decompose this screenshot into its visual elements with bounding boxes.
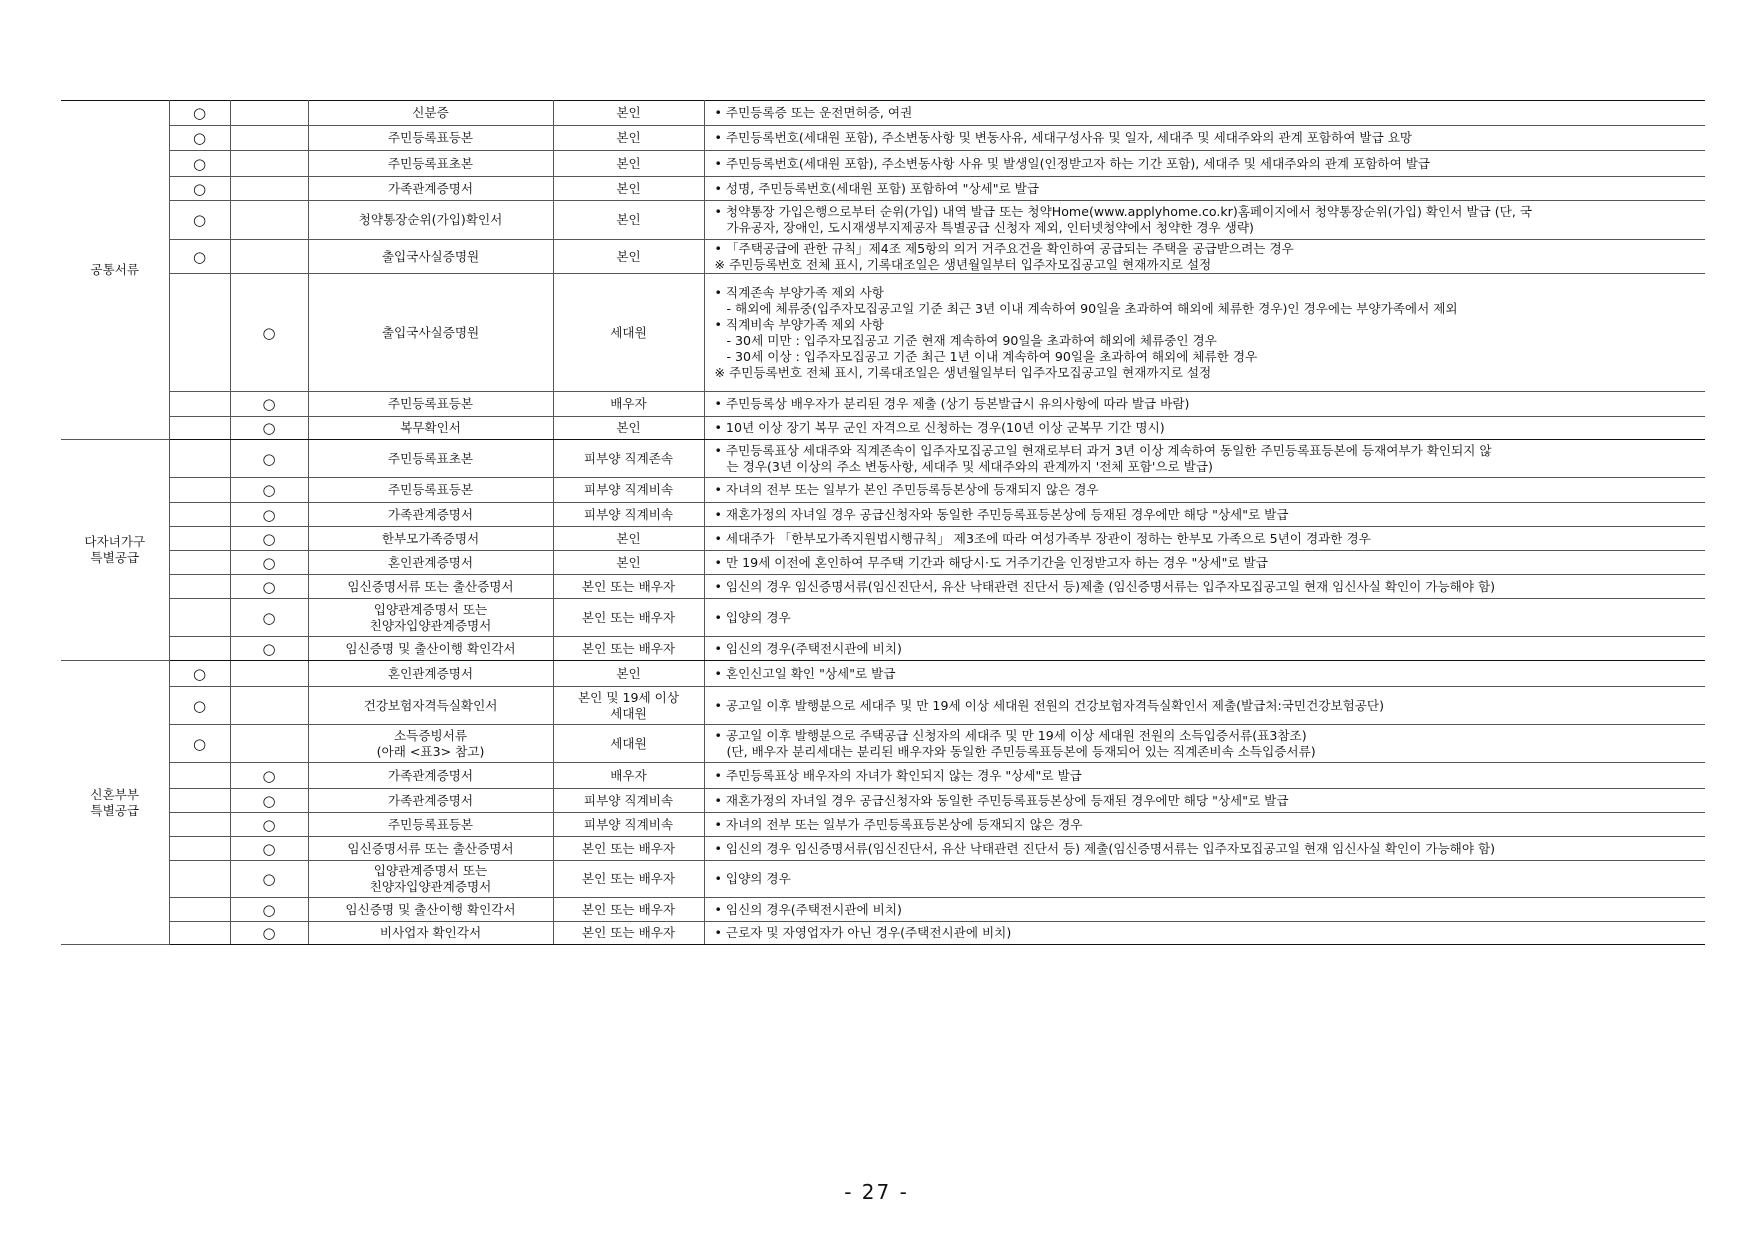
- text-line: 가유공자, 장애인, 도시재생부지제공자 특별공급 신청자 제외, 인터넷청약에서 청약한 경우 생략): [726, 220, 1254, 235]
- table-row: [61, 101, 1705, 126]
- text-line: 다자녀가구: [84, 534, 146, 549]
- target-cell: 세대원: [553, 274, 704, 392]
- text-line: • 임신의 경우 임신증명서류(임신진단서, 유산 낙태관련 진단서 등) 제출(임신증명서류는 입주자모집공고일 현재 임신사실 확인이 가능해야 함): [714, 840, 1496, 856]
- description-cell: [704, 661, 1705, 687]
- document-name-cell: 가족관계증명서: [308, 789, 553, 813]
- table-row: [61, 575, 1705, 599]
- text-line: • 주민등록번호(세대원 포함), 주소변동사항 및 변동사유, 세대구성사유 및 일자, 세대주 및 세대주와의 관계 포함하여 발급 요망: [714, 130, 1413, 145]
- text-line: • 직계존속 부양가족 제외 사항: [714, 284, 884, 300]
- table-row: [61, 789, 1705, 813]
- conditional-mark-cell: [230, 151, 308, 177]
- target-cell: 본인: [553, 201, 704, 240]
- text-line: 신혼부부: [90, 786, 140, 802]
- text-line: 입양관계증명서 또는: [373, 601, 488, 617]
- table-row: [61, 551, 1705, 575]
- table-row: [61, 126, 1705, 151]
- conditional-mark-cell: ○: [230, 440, 308, 478]
- category-cell: [61, 440, 169, 661]
- document-name-cell: [308, 725, 553, 763]
- target-cell: 본인 또는 배우자: [553, 861, 704, 898]
- document-name-cell: 혼인관계증명서: [308, 661, 553, 687]
- text-line: • 재혼가정의 자녀일 경우 공급신청자와 동일한 주민등록표등본상에 등재된 경우에만 해당 "상세"로 발급: [714, 792, 1289, 808]
- conditional-mark-cell: ○: [230, 861, 308, 898]
- description-cell: [704, 126, 1705, 151]
- common-mark-cell: [169, 922, 230, 945]
- description-cell: [704, 575, 1705, 599]
- common-mark-cell: [169, 274, 230, 392]
- target-cell: 본인: [553, 126, 704, 151]
- text-line: • 공고일 이후 발행분으로 세대주 및 만 19세 이상 세대원 전원의 건강보험자격득실확인서 제출(발급처:국민건강보험공단): [714, 697, 1385, 713]
- table-row: [61, 240, 1705, 274]
- text-line: • 성명, 주민등록번호(세대원 포함) 포함하여 "상세"로 발급: [714, 180, 1040, 196]
- table-row: [61, 527, 1705, 551]
- text-line: 친양자입양관계증명서: [369, 879, 492, 894]
- category-cell: 공통서류: [61, 101, 169, 440]
- description-cell: [704, 440, 1705, 478]
- common-mark-cell: [169, 763, 230, 789]
- description-cell: [704, 101, 1705, 126]
- document-name-cell: 주민등록표등본: [308, 478, 553, 503]
- target-cell: 본인 또는 배우자: [553, 599, 704, 637]
- target-cell: 본인: [553, 417, 704, 440]
- text-line: • 청약통장 가입은행으로부터 순위(가입) 내역 발급 또는 청약Home(www.applyhome.co.kr)홈페이지에서 청약통장순위(가입) 확인서 발급 (단, 국: [714, 204, 1532, 219]
- description-cell: [704, 687, 1705, 725]
- table-row: [61, 177, 1705, 201]
- document-name-cell: 가족관계증명서: [308, 503, 553, 527]
- description-cell: [704, 789, 1705, 813]
- document-name-cell: 주민등록표초본: [308, 151, 553, 177]
- common-mark-cell: [169, 898, 230, 922]
- target-cell: 본인: [553, 661, 704, 687]
- table-row: [61, 813, 1705, 837]
- target-cell: 본인 또는 배우자: [553, 898, 704, 922]
- description-cell: [704, 527, 1705, 551]
- common-mark-cell: [169, 861, 230, 898]
- target-cell: 피부양 직계비속: [553, 478, 704, 503]
- text-line: 특별공급: [90, 802, 140, 818]
- text-line: - 해외에 체류중(입주자모집공고일 기준 최근 3년 이내 계속하여 90일을 초과하여 해외에 체류한 경우)인 경우에는 부양가족에서 제외: [726, 300, 1458, 316]
- table-row: [61, 763, 1705, 789]
- text-line: ※ 주민등록번호 전체 표시, 기록대조일은 생년월일부터 입주자모집공고일 현재까지로 설정: [714, 364, 1212, 380]
- conditional-mark-cell: ○: [230, 478, 308, 503]
- text-line: 는 경우(3년 이상의 주소 변동사항, 세대주 및 세대주와의 관계까지 '전체 포함'으로 발급): [726, 458, 1213, 474]
- conditional-mark-cell: ○: [230, 527, 308, 551]
- conditional-mark-cell: ○: [230, 922, 308, 945]
- category-cell: [61, 661, 169, 945]
- document-name-cell: 혼인관계증명서: [308, 551, 553, 575]
- text-line: • 임신의 경우(주택전시관에 비치): [714, 901, 902, 917]
- text-line: • 임신의 경우(주택전시관에 비치): [714, 640, 902, 656]
- description-cell: [704, 503, 1705, 527]
- target-cell: 피부양 직계존속: [553, 440, 704, 478]
- common-mark-cell: [169, 527, 230, 551]
- text-line: - 30세 이상 : 입주자모집공고 기준 최근 1년 이내 계속하여 90일을 초과하여 해외에 체류한 경우: [726, 348, 1258, 364]
- common-mark-cell: ○: [169, 661, 230, 687]
- common-mark-cell: ○: [169, 201, 230, 240]
- description-cell: [704, 637, 1705, 661]
- description-cell: [704, 837, 1705, 861]
- text-line: • 주민등록번호(세대원 포함), 주소변동사항 사유 및 발생일(인정받고자 하는 기간 포함), 세대주 및 세대주와의 관계 포함하여 발급: [714, 155, 1431, 171]
- description-cell: [704, 599, 1705, 637]
- text-line: • 직계비속 부양가족 제외 사항: [714, 316, 884, 332]
- document-name-cell: 주민등록표등본: [308, 126, 553, 151]
- text-line: ※ 주민등록번호 전체 표시, 기록대조일은 생년월일부터 입주자모집공고일 현재까지로 설정: [714, 256, 1212, 272]
- common-mark-cell: [169, 417, 230, 440]
- target-cell: 피부양 직계비속: [553, 503, 704, 527]
- common-mark-cell: [169, 599, 230, 637]
- target-cell: 본인 또는 배우자: [553, 637, 704, 661]
- common-mark-cell: ○: [169, 126, 230, 151]
- text-line: • 만 19세 이전에 혼인하여 무주택 기간과 해당시·도 거주기간을 인정받고자 하는 경우 "상세"로 발급: [714, 554, 1268, 570]
- conditional-mark-cell: ○: [230, 274, 308, 392]
- common-mark-cell: ○: [169, 240, 230, 274]
- description-cell: [704, 861, 1705, 898]
- target-cell: 본인 또는 배우자: [553, 922, 704, 945]
- text-line: • 10년 이상 장기 복무 군인 자격으로 신청하는 경우(10년 이상 군복무 기간 명시): [714, 420, 1165, 435]
- text-line: • 「주택공급에 관한 규칙」제4조 제5항의 의거 거주요건을 확인하여 공급되는 주택을 공급받으려는 경우: [714, 240, 1294, 256]
- description-cell: [704, 725, 1705, 763]
- target-cell: 본인: [553, 151, 704, 177]
- target-cell: 본인: [553, 101, 704, 126]
- conditional-mark-cell: [230, 126, 308, 151]
- description-cell: [704, 274, 1705, 392]
- target-cell: 본인: [553, 527, 704, 551]
- text-line: • 주민등록표상 배우자의 자녀가 확인되지 않는 경우 "상세"로 발급: [714, 767, 1082, 783]
- description-cell: [704, 417, 1705, 440]
- target-cell: 본인: [553, 551, 704, 575]
- table-row: [61, 417, 1705, 440]
- description-cell: [704, 392, 1705, 417]
- conditional-mark-cell: ○: [230, 837, 308, 861]
- text-line: • 주민등록상 배우자가 분리된 경우 제출 (상기 등본발급시 유의사항에 따라 발급 바람): [714, 396, 1190, 411]
- table-row: [61, 274, 1705, 392]
- table-row: [61, 503, 1705, 527]
- text-line: • 자녀의 전부 또는 일부가 본인 주민등록등본상에 등재되지 않은 경우: [714, 482, 1099, 497]
- target-cell: 본인 또는 배우자: [553, 837, 704, 861]
- target-cell: 본인 또는 배우자: [553, 575, 704, 599]
- document-name-cell: 가족관계증명서: [308, 177, 553, 201]
- conditional-mark-cell: [230, 687, 308, 725]
- table-row: [61, 661, 1705, 687]
- common-mark-cell: [169, 503, 230, 527]
- description-cell: [704, 551, 1705, 575]
- text-line: • 자녀의 전부 또는 일부가 주민등록표등본상에 등재되지 않은 경우: [714, 816, 1083, 832]
- description-cell: [704, 763, 1705, 789]
- text-line: 세대원: [610, 705, 647, 721]
- conditional-mark-cell: [230, 661, 308, 687]
- text-line: (아래 <표3> 참고): [376, 743, 485, 759]
- table-row: [61, 898, 1705, 922]
- text-line: • 재혼가정의 자녀일 경우 공급신청자와 동일한 주민등록표등본상에 등재된 경우에만 해당 "상세"로 발급: [714, 506, 1289, 522]
- table-row: [61, 922, 1705, 945]
- common-mark-cell: [169, 392, 230, 417]
- text-line: 친양자입양관계증명서: [369, 617, 492, 633]
- conditional-mark-cell: [230, 201, 308, 240]
- document-name-cell: 출입국사실증명원: [308, 240, 553, 274]
- table-row: [61, 440, 1705, 478]
- text-line: • 입양의 경우: [714, 871, 791, 886]
- common-mark-cell: [169, 813, 230, 837]
- conditional-mark-cell: [230, 240, 308, 274]
- page-number: - 27 -: [844, 1180, 909, 1204]
- table-row: [61, 861, 1705, 898]
- text-line: • 세대주가 「한부모가족지원법시행규칙」 제3조에 따라 여성가족부 장관이 정하는 한부모 가족으로 5년이 경과한 경우: [714, 530, 1371, 546]
- common-mark-cell: ○: [169, 687, 230, 725]
- document-name-cell: 주민등록표등본: [308, 813, 553, 837]
- text-line: (단, 배우자 분리세대는 분리된 배우자와 동일한 주민등록표등본에 등재되어 있는 직계존비속 소득입증서류): [726, 743, 1316, 759]
- table-row: [61, 637, 1705, 661]
- common-mark-cell: [169, 478, 230, 503]
- table-row: [61, 837, 1705, 861]
- target-cell: 본인: [553, 177, 704, 201]
- target-cell: 배우자: [553, 763, 704, 789]
- document-name-cell: 복무확인서: [308, 417, 553, 440]
- text-line: • 임신의 경우 임신증명서류(임신진단서, 유산 낙태관련 진단서 등)제출 (임신증명서류는 입주자모집공고일 현재 임신사실 확인이 가능해야 함): [714, 578, 1496, 594]
- common-mark-cell: [169, 837, 230, 861]
- text-line: • 주민등록증 또는 운전면허증, 여권: [714, 105, 913, 120]
- description-cell: [704, 898, 1705, 922]
- description-cell: [704, 177, 1705, 201]
- document-name-cell: [308, 599, 553, 637]
- text-line: • 입양의 경우: [714, 609, 791, 625]
- text-line: 본인 및 19세 이상: [577, 689, 680, 705]
- conditional-mark-cell: ○: [230, 392, 308, 417]
- target-cell: 배우자: [553, 392, 704, 417]
- conditional-mark-cell: ○: [230, 813, 308, 837]
- text-line: • 혼인신고일 확인 "상세"로 발급: [714, 665, 896, 681]
- text-line: • 근로자 및 자영업자가 아닌 경우(주택전시관에 비치): [714, 925, 1012, 940]
- text-line: 소득증빙서류: [394, 727, 467, 743]
- text-line: 특별공급: [90, 550, 140, 565]
- target-cell: 피부양 직계비속: [553, 789, 704, 813]
- common-mark-cell: ○: [169, 101, 230, 126]
- conditional-mark-cell: ○: [230, 898, 308, 922]
- table-row: [61, 725, 1705, 763]
- document-name-cell: 신분증: [308, 101, 553, 126]
- text-line: • 주민등록표상 세대주와 직계존속이 입주자모집공고일 현재로부터 과거 3년 이상 계속하여 동일한 주민등록표등본에 등재여부가 확인되지 않: [714, 442, 1492, 458]
- table-row: [61, 478, 1705, 503]
- common-mark-cell: ○: [169, 151, 230, 177]
- conditional-mark-cell: [230, 177, 308, 201]
- document-name-cell: 건강보험자격득실확인서: [308, 687, 553, 725]
- conditional-mark-cell: ○: [230, 417, 308, 440]
- common-mark-cell: [169, 637, 230, 661]
- conditional-mark-cell: ○: [230, 575, 308, 599]
- document-name-cell: 임신증명서류 또는 출산증명서: [308, 837, 553, 861]
- description-cell: [704, 478, 1705, 503]
- text-line: - 30세 미만 : 입주자모집공고 기준 현재 계속하여 90일을 초과하여 해외에 체류중인 경우: [726, 332, 1217, 348]
- document-name-cell: 임신증명 및 출산이행 확인각서: [308, 898, 553, 922]
- document-name-cell: 한부모가족증명서: [308, 527, 553, 551]
- text-line: 입양관계증명서 또는: [373, 863, 488, 878]
- document-name-cell: 주민등록표초본: [308, 440, 553, 478]
- common-mark-cell: [169, 575, 230, 599]
- common-mark-cell: [169, 789, 230, 813]
- required-documents-table: [61, 100, 1705, 945]
- document-name-cell: 청약통장순위(가입)확인서: [308, 201, 553, 240]
- conditional-mark-cell: ○: [230, 599, 308, 637]
- description-cell: [704, 201, 1705, 240]
- document-name-cell: [308, 861, 553, 898]
- table-row: [61, 392, 1705, 417]
- conditional-mark-cell: [230, 101, 308, 126]
- conditional-mark-cell: ○: [230, 763, 308, 789]
- document-name-cell: 가족관계증명서: [308, 763, 553, 789]
- conditional-mark-cell: [230, 725, 308, 763]
- target-cell: 세대원: [553, 725, 704, 763]
- table-row: [61, 201, 1705, 240]
- document-name-cell: 출입국사실증명원: [308, 274, 553, 392]
- conditional-mark-cell: ○: [230, 637, 308, 661]
- conditional-mark-cell: ○: [230, 503, 308, 527]
- description-cell: [704, 151, 1705, 177]
- description-cell: [704, 240, 1705, 274]
- target-cell: 본인: [553, 240, 704, 274]
- common-mark-cell: ○: [169, 177, 230, 201]
- document-name-cell: 임신증명서류 또는 출산증명서: [308, 575, 553, 599]
- text-line: • 공고일 이후 발행분으로 주택공급 신청자의 세대주 및 만 19세 이상 세대원 전원의 소득입증서류(표3참조): [714, 727, 1307, 743]
- common-mark-cell: [169, 551, 230, 575]
- document-name-cell: 임신증명 및 출산이행 확인각서: [308, 637, 553, 661]
- document-name-cell: 비사업자 확인각서: [308, 922, 553, 945]
- description-cell: [704, 813, 1705, 837]
- target-cell: 피부양 직계비속: [553, 813, 704, 837]
- document-name-cell: 주민등록표등본: [308, 392, 553, 417]
- description-cell: [704, 922, 1705, 945]
- table-row: [61, 687, 1705, 725]
- target-cell: [553, 687, 704, 725]
- common-mark-cell: [169, 440, 230, 478]
- conditional-mark-cell: ○: [230, 551, 308, 575]
- common-mark-cell: ○: [169, 725, 230, 763]
- table-row: [61, 151, 1705, 177]
- table-row: [61, 599, 1705, 637]
- conditional-mark-cell: ○: [230, 789, 308, 813]
